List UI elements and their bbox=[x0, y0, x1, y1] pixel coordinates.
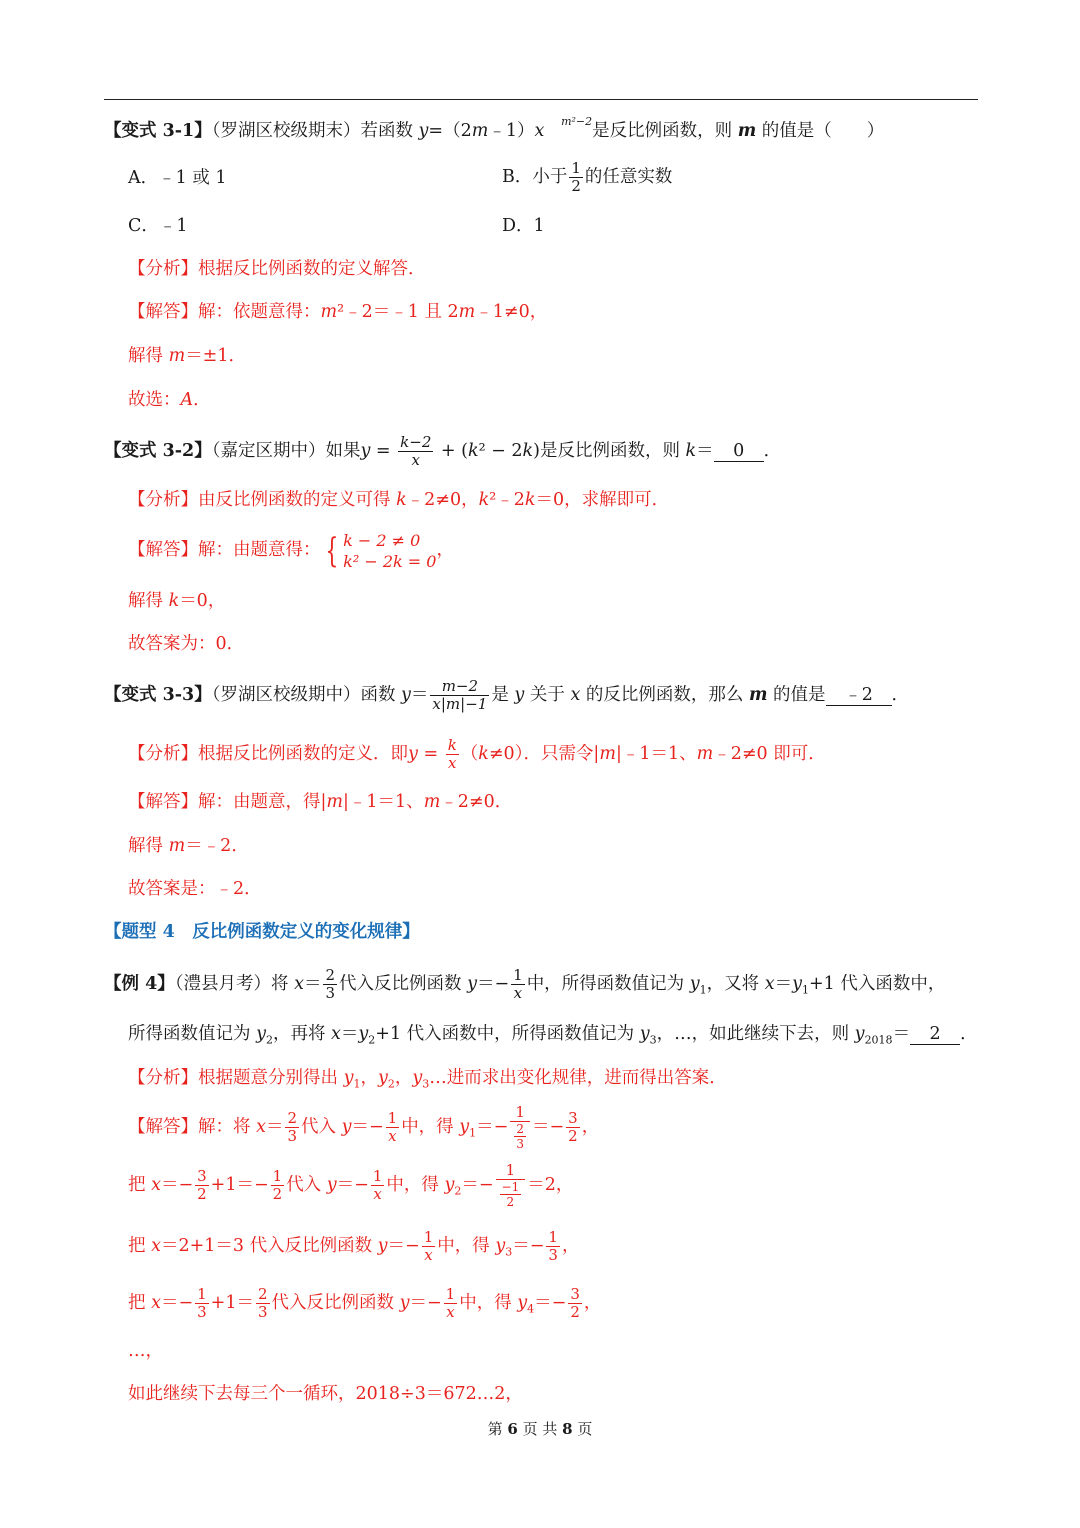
q32-stem: 【变式 3-2】（嘉定区期中）如果y = $\frac{k-2}{x}$ + (k² − 2k)是反比例函数，则 k＝ 0 ． bbox=[104, 433, 782, 469]
section-title: 【题型 4 反比例函数定义的变化规律】 bbox=[104, 922, 420, 942]
q32-result: 解得 k＝0， bbox=[128, 591, 226, 611]
q33-label: 【变式 3-3】 bbox=[104, 685, 212, 705]
fraction: $\frac{k}{x}$ bbox=[447, 736, 457, 772]
ex4-solution-cycle: 如此继续下去每三个一循环，2018÷3＝672…2， bbox=[128, 1384, 523, 1404]
fraction: $\frac{-1}{2}$ bbox=[501, 1180, 520, 1209]
q31-label: 【变式 3-1】 bbox=[104, 120, 212, 141]
q31-stem: 【变式 3-1】（罗湖区校级期末）若函数 y=（2m﹣1）x $^{m^2-2}$是反比例函数，则 m 的值是（ ） bbox=[104, 115, 885, 141]
q32-solution: 【解答】解：由题意得： { k − 2 ≠ 0 k² − 2k = 0 ， bbox=[128, 530, 454, 571]
ex4-label: 【例 4】 bbox=[104, 974, 175, 994]
page-number: 6 bbox=[507, 1420, 518, 1438]
q33-final: 故答案是：﹣2． bbox=[128, 879, 262, 899]
compound-fraction: $\frac{1}{\frac{2}{3}}$ bbox=[510, 1105, 530, 1150]
q32-final: 故答案为：0． bbox=[128, 634, 245, 654]
q31-choice: 故选：A． bbox=[128, 390, 211, 410]
ex4-solution-step1: 【解答】解：将 x＝ $\frac{2}{3}$ 代入 y＝− $\frac{1}{x}$ 中，得 $y_1=-$ $\frac{1}{\frac{2}{3}}$ ＝− $\frac{3}{2}$ ， bbox=[128, 1103, 600, 1151]
fraction: $\frac{1}{3}$ bbox=[548, 1228, 558, 1264]
q31-solution: 【解答】解：依题意得：m²﹣2＝﹣1 且 2m﹣1≠0， bbox=[128, 302, 548, 322]
ex4-stem-line1: 【例 4】（澧县月考）将 x＝ $\frac{2}{3}$ 代入反比例函数 y＝− $\frac{1}{x}$ 中，所得函数值记为 $y_1$，又将 $x=y_1+1$ 代入函数中， bbox=[104, 966, 946, 1002]
ex4-answer-blank: 2 bbox=[910, 1024, 960, 1045]
q32-analysis: 【分析】由反比例函数的定义可得 k﹣2≠0，k²﹣2k＝0，求解即可． bbox=[128, 490, 670, 510]
q31-result: 解得 m＝±1． bbox=[128, 346, 246, 366]
ex4-analysis: 【分析】根据题意分别得出 $y_1$，$y_2$，$y_3\dots$进而求出变化规律，进而得出答案． bbox=[128, 1068, 727, 1091]
ex4-solution-step4: 把 x＝− $\frac{1}{3}$ +1＝ $\frac{2}{3}$ 代入反比例函数 y＝− $\frac{1}{x}$ 中，得 $y_4=-$ $\frac{3}{2}$ ， bbox=[128, 1285, 602, 1321]
fraction: $\frac{1}{x}$ bbox=[445, 1285, 456, 1321]
fraction: $\frac{1}{3}$ bbox=[197, 1285, 207, 1321]
case-system: k − 2 ≠ 0 k² − 2k = 0 bbox=[343, 530, 437, 571]
fraction: $\frac{1}{x}$ bbox=[513, 966, 523, 1002]
fraction: $\frac{3}{2}$ bbox=[568, 1109, 578, 1145]
q33-result: 解得 m＝﹣2． bbox=[128, 836, 249, 856]
page-footer: 第 6 页 共 8 页 bbox=[487, 1420, 593, 1438]
q33-analysis: 【分析】根据反比例函数的定义．即y = $\frac{k}{x}$ （k≠0）．只需令|m|﹣1＝1、m﹣2≠0 即可． bbox=[128, 736, 826, 772]
fraction: $\frac{1}{x}$ bbox=[387, 1109, 398, 1145]
ex4-solution-step3: 把 x＝2+1＝3 代入反比例函数 y＝− $\frac{1}{x}$ 中，得 $y_3=-$ $\frac{1}{3}$ ， bbox=[128, 1228, 580, 1264]
fraction: $\frac{3}{2}$ bbox=[197, 1167, 207, 1203]
q31-analysis: 【分析】根据反比例函数的定义解答． bbox=[128, 259, 426, 279]
q31-exponent: m²−2 bbox=[561, 115, 593, 128]
ex4-solution-step2: 把 x＝− $\frac{3}{2}$ +1＝− $\frac{1}{2}$ 代入 y＝− $\frac{1}{x}$ 中，得 $y_2=-$ $\frac{1}{\frac{-1}{2}}$ ＝2， bbox=[128, 1161, 574, 1209]
fraction: $\frac{3}{2}$ bbox=[570, 1285, 580, 1321]
q33-answer-blank: ﹣2 bbox=[826, 685, 892, 706]
q31-option-b: B．小于 $\frac{1}{2}$ 的任意实数 bbox=[502, 159, 673, 195]
brace-icon: { bbox=[324, 530, 338, 571]
fraction: $\frac{1}{2}$ bbox=[272, 1167, 283, 1203]
fraction: $\frac{m-2}{x|m|-1}$ bbox=[432, 677, 488, 713]
q31-option-c: C．﹣1 bbox=[128, 216, 188, 236]
page-total: 8 bbox=[562, 1420, 573, 1438]
q33-stem: 【变式 3-3】（罗湖区校级期中）函数 y＝ $\frac{m-2}{x|m|-1}$ 是 y 关于 x 的反比例函数，那么 m 的值是 ﹣2 ． bbox=[104, 677, 910, 713]
fraction: $\frac{1}{x}$ bbox=[423, 1228, 434, 1264]
q32-label: 【变式 3-2】 bbox=[104, 441, 212, 461]
fraction: $\frac{2}{3}$ bbox=[325, 966, 336, 1002]
q32-answer-blank: 0 bbox=[714, 441, 764, 462]
q33-solution: 【解答】解：由题意，得|m|﹣1＝1、m﹣2≠0． bbox=[128, 792, 513, 812]
fraction: $\frac{1}{x}$ bbox=[372, 1167, 383, 1203]
fraction: $\frac{2}{3}$ bbox=[257, 1285, 268, 1321]
compound-fraction: $\frac{1}{\frac{-1}{2}}$ bbox=[496, 1163, 526, 1208]
q31-option-d: D．1 bbox=[502, 216, 545, 236]
header-rule bbox=[104, 99, 978, 100]
fraction: $\frac{2}{3}$ bbox=[516, 1122, 524, 1151]
q31-option-a: A．﹣1 或 1 bbox=[128, 168, 227, 188]
fraction: $\frac{k-2}{x}$ bbox=[400, 433, 432, 469]
fraction: $\frac{2}{3}$ bbox=[287, 1109, 297, 1145]
fraction: $\frac{1}{2}$ bbox=[571, 159, 581, 195]
ex4-stem-line2: 所得函数值记为 $y_2$，再将 $x=y_2+1$ 代入函数中，所得函数值记为 $y_3$，…，如此继续下去，则 $y_{2018}= 2$ ． bbox=[128, 1024, 978, 1047]
ex4-solution-ellipsis: …， bbox=[128, 1341, 163, 1361]
